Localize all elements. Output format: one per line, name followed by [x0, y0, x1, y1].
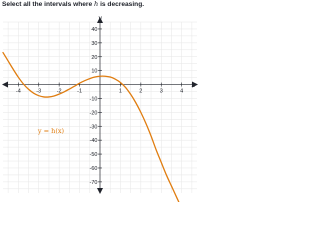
question-prefix: Select all the intervals where	[2, 1, 94, 8]
y-tick-label: -30	[89, 124, 98, 131]
y-tick-label: -10	[89, 96, 98, 103]
x-tick-label: 2	[139, 88, 143, 95]
y-tick-label: 30	[91, 40, 98, 47]
y-tick-label: -20	[89, 110, 98, 117]
y-tick-label: 10	[91, 68, 98, 75]
y-tick-label: -40	[89, 138, 98, 145]
x-tick-label: 3	[159, 88, 163, 95]
x-tick-label: -1	[77, 88, 83, 95]
y-tick-label: -70	[89, 179, 98, 186]
y-axis-label: y	[98, 14, 102, 22]
y-tick-label: -60	[89, 165, 98, 172]
x-tick-label: -3	[36, 88, 42, 95]
x-tick-label: -2	[56, 88, 62, 95]
x-axis-label: x	[191, 81, 195, 90]
curve-label: y = h(x)	[37, 127, 65, 136]
x-tick-label: 4	[180, 88, 184, 95]
y-tick-label: 20	[91, 54, 98, 61]
x-tick-label: 1	[118, 88, 122, 95]
y-tick-label: -50	[89, 152, 98, 159]
x-tick-label: -4	[15, 88, 21, 95]
function-name: h	[94, 0, 99, 8]
tick-labels	[16, 14, 195, 186]
y-tick-label: 40	[91, 26, 98, 33]
question-suffix: is decreasing.	[98, 1, 145, 8]
